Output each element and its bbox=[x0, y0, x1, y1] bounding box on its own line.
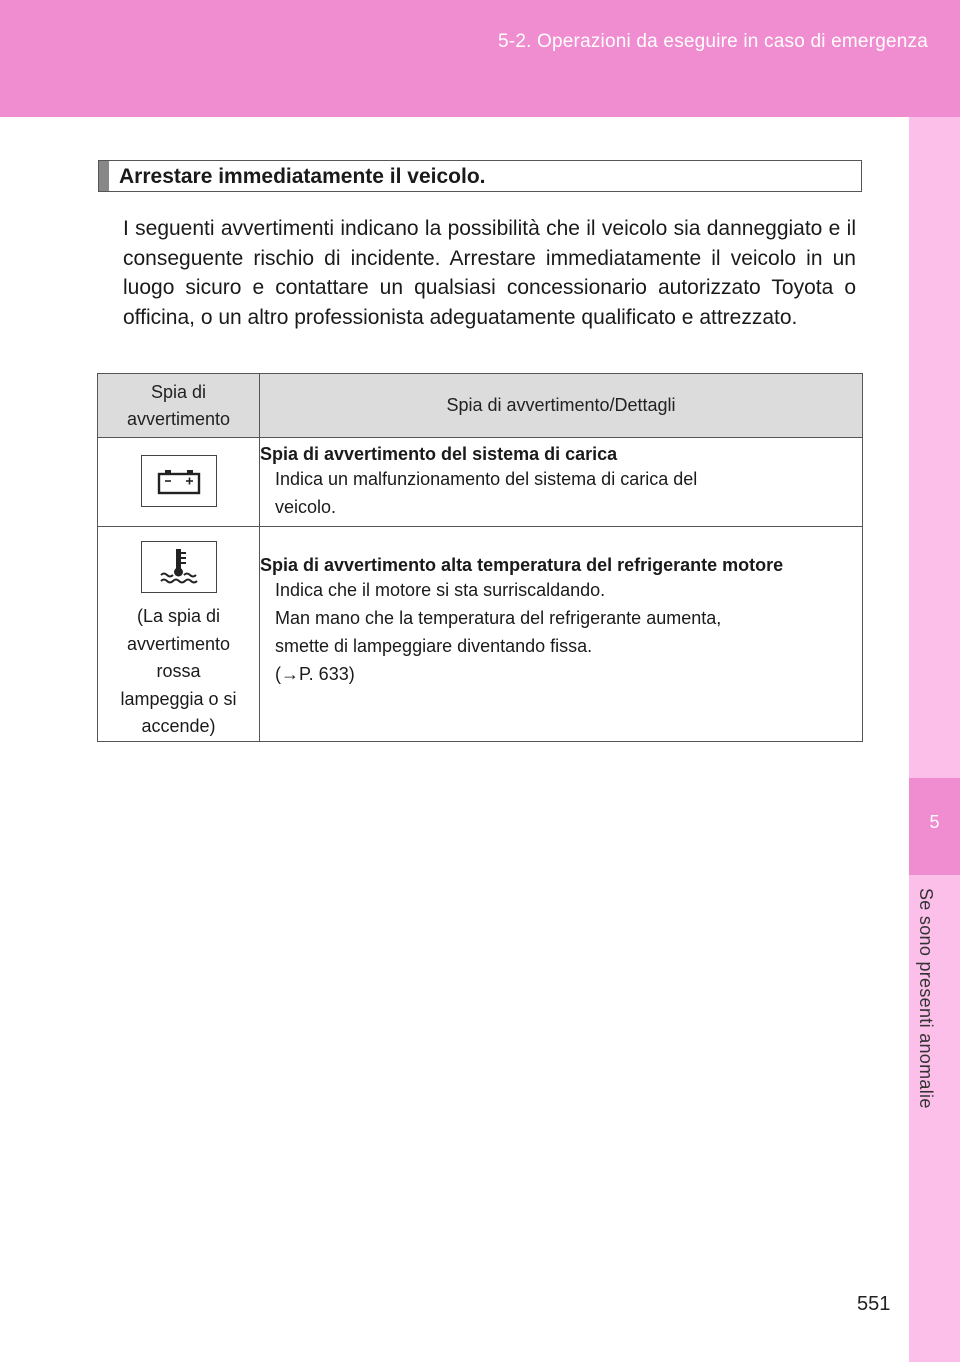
detail-line: Indica un malfunzionamento del sistema di carica del bbox=[275, 469, 698, 489]
detail-line: veicolo. bbox=[275, 497, 337, 517]
table-row bbox=[98, 527, 863, 742]
section-heading bbox=[98, 160, 862, 192]
page-number: 551 bbox=[857, 1293, 891, 1315]
side-tab bbox=[909, 117, 960, 1362]
header-band bbox=[0, 0, 960, 117]
section-heading-text: Arrestare immediatamente il veicolo. bbox=[119, 165, 486, 188]
detail-line: Man mano che la temperatura del refrigerante aumenta, bbox=[275, 608, 722, 628]
battery-icon bbox=[141, 455, 217, 507]
coolant-temperature-icon bbox=[141, 541, 217, 593]
chapter-number: 5 bbox=[929, 812, 940, 832]
detail-title: Spia di avvertimento alta temperatura del refrigerante motore bbox=[260, 555, 784, 575]
intro-paragraph: I seguenti avvertimenti indicano la possibilità che il veicolo sia danneggiato e il conseguente rischio di incidente. Arrestare immediatamente il veicolo in un luogo sicuro e contattare un qualsiasi concessionario autorizzato Toyota o officina, o un altro professionista adeguatamente qualificato e attrezzato. bbox=[123, 217, 856, 329]
detail-cell bbox=[260, 527, 863, 742]
header-details: Spia di avvertimento/Dettagli bbox=[260, 374, 863, 438]
icon-cell bbox=[98, 438, 260, 527]
icon-caption: (La spia di avvertimento rossa lampeggia o si accende) bbox=[120, 606, 237, 736]
detail-title: Spia di avvertimento del sistema di carica bbox=[260, 444, 618, 464]
warning-lights-table bbox=[97, 373, 863, 742]
heading-accent-bar bbox=[99, 161, 109, 191]
header-warning-light: Spia di avvertimento bbox=[98, 374, 260, 438]
table-header-row bbox=[98, 374, 863, 438]
chapter-title: Se sono presenti anomalie bbox=[916, 888, 936, 1109]
table-row bbox=[98, 438, 863, 527]
icon-cell bbox=[98, 527, 260, 742]
page-reference-link[interactable]: (→P. 633) bbox=[275, 664, 355, 684]
detail-line: Indica che il motore si sta surriscaldando. bbox=[275, 580, 606, 600]
section-breadcrumb: 5-2. Operazioni da eseguire in caso di emergenza bbox=[498, 31, 928, 52]
detail-cell bbox=[260, 438, 863, 527]
detail-line: smette di lampeggiare diventando fissa. bbox=[275, 636, 593, 656]
